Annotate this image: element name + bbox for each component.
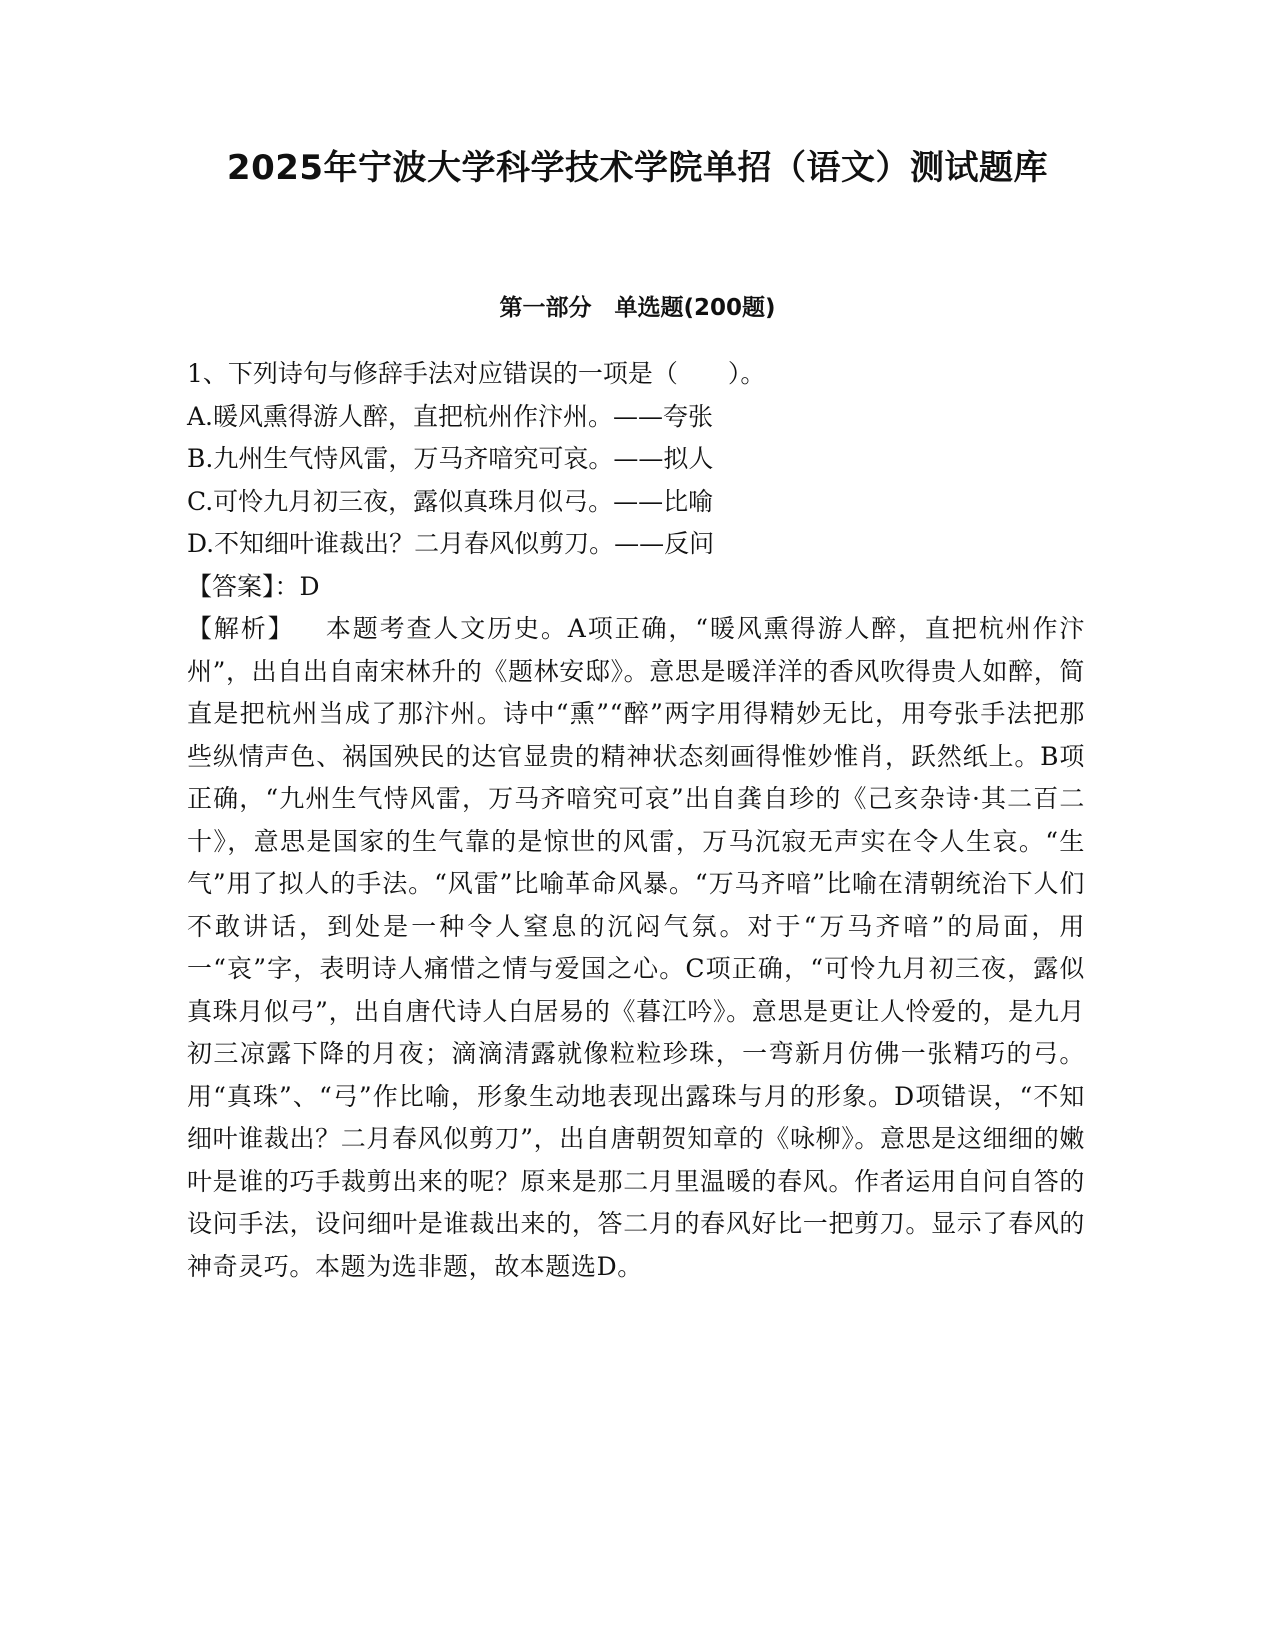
option-a: A.暖风熏得游人醉，直把杭州作汴州。——夸张 (187, 401, 714, 431)
analysis-label: 【解析】 (187, 614, 295, 643)
option-d: D.不知细叶谁裁出？二月春风似剪刀。——反问 (187, 529, 715, 558)
answer-label: 【答案】 (187, 571, 275, 601)
document-title: 2025年宁波大学科学技术学院单招（语文）测试题库 (226, 148, 1049, 188)
question-block (187, 353, 1085, 1288)
option-b: B.九州生气恃风雷，万马齐喑究可哀。——拟人 (187, 444, 714, 473)
section-heading: 第一部分 单选题(200题) (499, 295, 776, 321)
option-c: C.可怜九月初三夜，露似真珠月似弓。——比喻 (187, 486, 714, 516)
answer-line (187, 566, 1085, 609)
answer-value: ：D (274, 571, 320, 601)
analysis-paragraph (187, 608, 1085, 1288)
analysis-text: 本题考查人文历史。A项正确，“暖风熏得游人醉，直把杭州作汴州”，出自出自南宋林升的《题林安邸》。意思是暖洋洋的香风吹得贵人如醉，简直是把杭州当成了那汴州。诗中“熏”“醉”两字用得精妙无比，用夸张手法把那些纵情声色、祸国殃民的达官显贵的精神状态刻画得惟妙惟肖，跃然纸上。B项正确，“九州生气恃风雷，万马齐喑究可哀”出自龚自珍的《己亥杂诗·其二百二十》，意思是国家的生气靠的是惊世的风雷，万马沉寂无声实在令人生哀。“生气”用了拟人的手法。“风雷”比喻革命风暴。“万马齐喑”比喻在清朝统治下人们不敢讲话，到处是一种令人窒息的沉闷气氛。对于“万马齐喑”的局面，用一“哀”字，表明诗人痛惜之情与爱国之心。C项正确，“可怜九月初三夜，露似真珠月似弓”，出自唐代诗人白居易的《暮江吟》。意思是更让人怜爱的，是九月初三凉露下降的月夜；滴滴清露就像粒粒珍珠，一弯新月仿佛一张精巧的弓。用“真珠”、“弓”作比喻，形象生动地表现出露珠与月的形象。D项错误，“不知细叶谁裁出？二月春风似剪刀”，出自唐朝贺知章的《咏柳》。意思是这细细的嫩叶是谁的巧手裁剪出来的呢？原来是那二月里温暖的春风。作者运用自问自答的设问手法，设问细叶是谁裁出来的，答二月的春风好比一把剪刀。显示了春风的神奇灵巧。本题为选非题，故本题选D。 (187, 614, 1085, 1281)
question-stem: 1、下列诗句与修辞手法对应错误的一项是（ ）。 (187, 359, 766, 388)
